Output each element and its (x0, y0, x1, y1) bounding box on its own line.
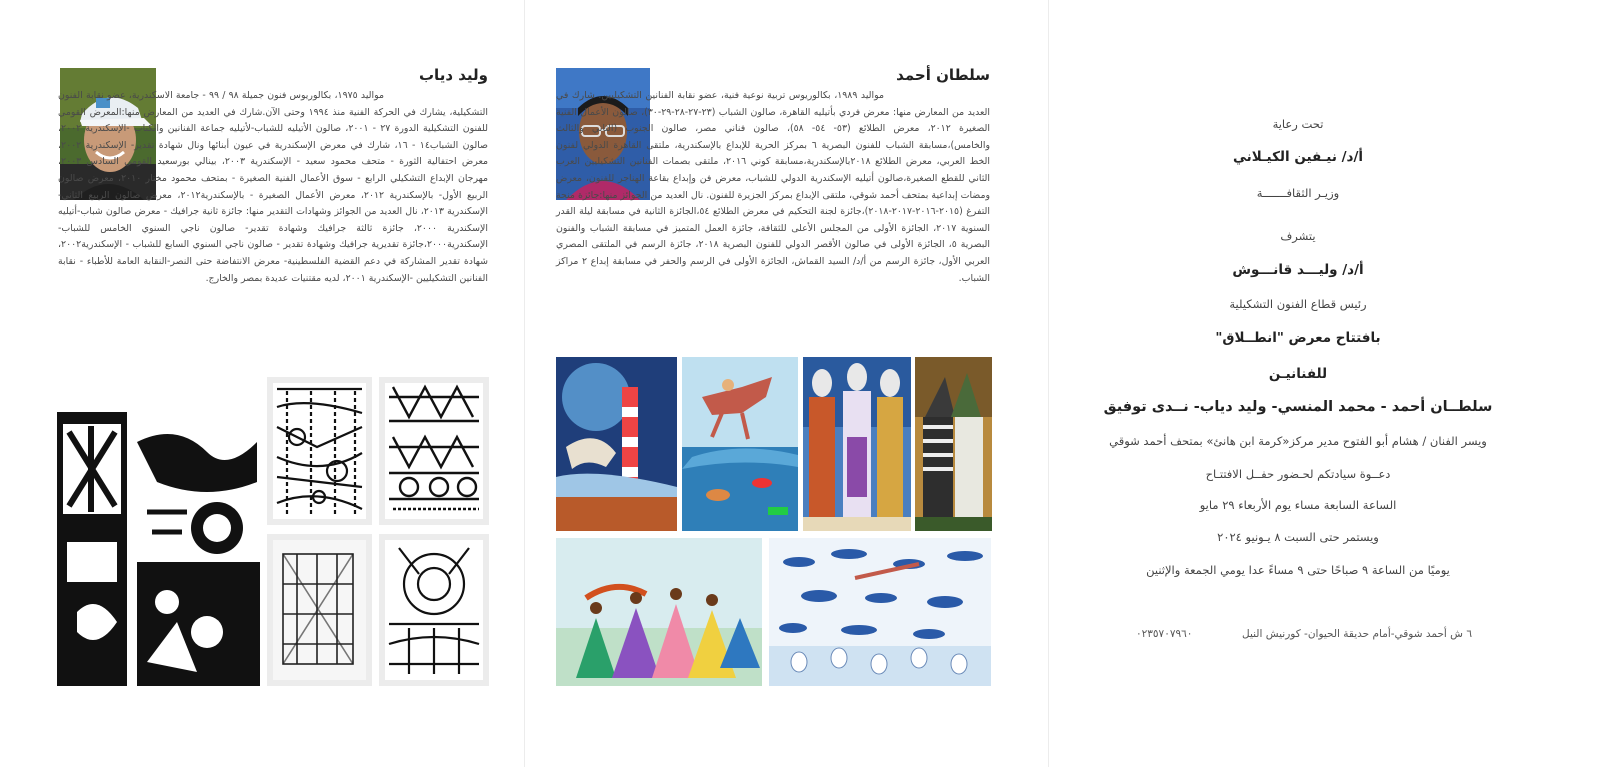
minister-name: أ/د/ نيـفين الكيـلاني (1232, 149, 1364, 165)
artwork-pattern-1 (267, 377, 372, 525)
venue-address: ٦ ش أحمد شوقي-أمام حديقة الحيوان- كورنيش النيل (1242, 628, 1472, 640)
under-patronage: تحت رعاية (1272, 117, 1324, 131)
panel-sultan-ahmed (524, 0, 1048, 767)
artist-name-sultan-ahmed: سلطان أحمد (896, 66, 990, 84)
honored-label: يتشرف (1280, 229, 1316, 243)
artist-bio-walid-diab: مواليد ١٩٧٥، بكالوريوس فنون جميلة ٩٨ / ٩٩ - جامعة الاسكندرية، عضو نقابة الفنون التشكيلية، يشارك في الحركة الفنية منذ ١٩٩٤ وحتى الآن.شارك في العديد من المعارض منها:المعرض القومي للفنون التشكيلية الدورة ٢٧ - ٢٠٠١، صالون الأتيليه للشباب-لأتيليه جماعة الفنانين والكتاب -الإسكندرية ٢٠٠٢، صالون الشباب١٤ - ١٦، شارك في معرض الإسكندرية في عيون أبنائها ونال شهادة تقدير- الإسكندرية ٢٠٠٢، معرض احتفالية الثورة - متحف محمود سعيد - الإسكندرية ٢٠٠٣، بينالي بورسعيد القومي السادس ٢٠٠٣، مهرجان الإبداع التشكيلي الرابع - سوق الأعمال الفنية الصغيرة - بمتحف محمود مختار ٢٠١٠، معرض صالون الربيع الأول- بالإسكندرية ٢٠١٢، معرض الأعمال الصغيرة - بالإسكندرية٢٠١٢، معرض صالون الربيع الثاني- الإسكندرية ٢٠١٣، نال العديد من الجوائز وشهادات التقدير منها: جائزة ثانية جرافيك - معرض صالون شباب-أتيليه الإسكندرية ٢٠٠٠، جائزة ثالثة جرافيك وشهادة تقدير- صالون ناجي السنوي الخامس للشباب-الإسكندرية٢٠٠٠،جائزة تقديرية جرافيك وشهادة تقدير - صالون ناجي السنوي السابع للشباب - الإسكندرية٢٠٠٢، شهادة تقدير المشاركة في دعم القضية الفلسطينية- معرض الانتفاضة حتى النصر-النقابة العامة للأطباء - نقابة الفنانين التشكيليين -الإسكندرية ٢٠٠١، لديه مقتنيات عديدة بمصر والخارج. (58, 90, 489, 284)
artist-name-walid-diab: وليد دياب (418, 66, 488, 84)
sector-head-title: رئيس قطاع الفنون التشكيلية (1229, 297, 1367, 311)
artists-list: سلطــان أحمد - محمد المنسي- وليد دياب- نــدى توفيق (1103, 399, 1493, 415)
artist-bio-sultan-ahmed: مواليد ١٩٨٩، بكالوريوس تربية نوعية فنية، عضو نقابة الفنانين التشكيليين. شارك في العديد من المعارض منها: معرض فردي بأتيليه القاهرة، صالون الشباب (٢٣-٢٧-٢٨-٢٩-٣٠)، صالون الأعمال الفنية الصغيرة ٢٠١٢، معرض الطلائع (٥٣- ٥٤- ٥٨)، صالون فناني مصر، صالون الجنوب (الثاني والثالث والخامس)،مسابقة الشباب للفنون البصرية ٦ بمركز الحرية للإبداع بالإسكندرية، ملتقى القاهرة الدولي لفنون الخط العربي، معرض الطلائع ٢٠١٨بالإسكندرية،مسابقة كوني ٢٠١٦، ملتقى بصمات الفنانين التشكيليين العرب الثاني للقطع الصغيرة،صالون أتيليه الإسكندرية الدولي للشباب، معرض فن وإبداع بقاعة الهناجر للفنون، معرض ومضات إبداعية بمتحف أحمد شوقي، ملتقى الإبداع بمركز الجزيرة للفنون. نال العديد من الجوائز منها:جائزة منحة التفرغ (٢٠١٥-٢٠١٦-٢٠١٧-٢٠١٨)،جائزة لجنة التحكيم في معرض الطلائع ٥٤،الجائزة الثانية في مسابقة ليلة القدر السنوية ٢٠١٧، الجائزة الأولى من المجلس الأعلى للثقافة، جائزة العمل المتميز في مسابقة الشباب والفنون البصرية ٥، الجائزة الأولى في صالون الأقصر الدولي للفنون البصرية ٢٠١٨، جائزة الرسم في الملتقى المصري العربي الأول، جائزة الرسم من أ/د/ السيد القماش، الجائزة الأولى في الرسم والحفر في مسابقة إبداع ٢ مراكز الشباب. (556, 90, 991, 284)
artwork-flying-horse (682, 357, 798, 531)
panel-invitation (1048, 0, 1600, 767)
artwork-hooded-figures (915, 357, 992, 531)
sector-head-name: أ/د/ وليـــد قانـــوش (1232, 262, 1364, 278)
invitation-text: دعــوة سيادتكم لحـضور حفــل الافتتـاح (1205, 467, 1391, 481)
artwork-pattern-3 (267, 534, 372, 686)
artwork-black-white-figures (57, 412, 260, 686)
exhibition-end-date: ويستمر حتى السبت ٨ يـونيو ٢٠٢٤ (1217, 530, 1379, 544)
for-artists-label: للفنانيـن (1268, 366, 1328, 382)
exhibition-opening: بافتتاح معرض "انطــلاق" (1215, 330, 1381, 346)
opening-hours: يوميًا من الساعة ٩ صباحًا حتى ٩ مساءً عدا يومي الجمعة والإثنين (1146, 563, 1450, 577)
opening-time: الساعة السابعة مساء يوم الأربعاء ٢٩ مايو (1199, 498, 1397, 512)
artwork-lighthouse (556, 357, 677, 531)
artwork-dancers (556, 538, 762, 686)
director-line: ويسر الفنان / هشام أبو الفتوح مدير مركز«كرمة ابن هانئ» بمتحف أحمد شوقي (1109, 434, 1487, 448)
artwork-pattern-2 (379, 377, 489, 525)
minister-title: وزيـر الثقافـــــــة (1256, 186, 1340, 200)
venue-phone: ٠٢٣٥٧٠٧٩٦٠ (1136, 628, 1193, 640)
artwork-sky-birds (769, 538, 991, 686)
artwork-pattern-4 (379, 534, 489, 686)
invitation-block (1048, 0, 1548, 767)
artwork-three-figures (803, 357, 911, 531)
panel-walid-diab (0, 0, 524, 767)
